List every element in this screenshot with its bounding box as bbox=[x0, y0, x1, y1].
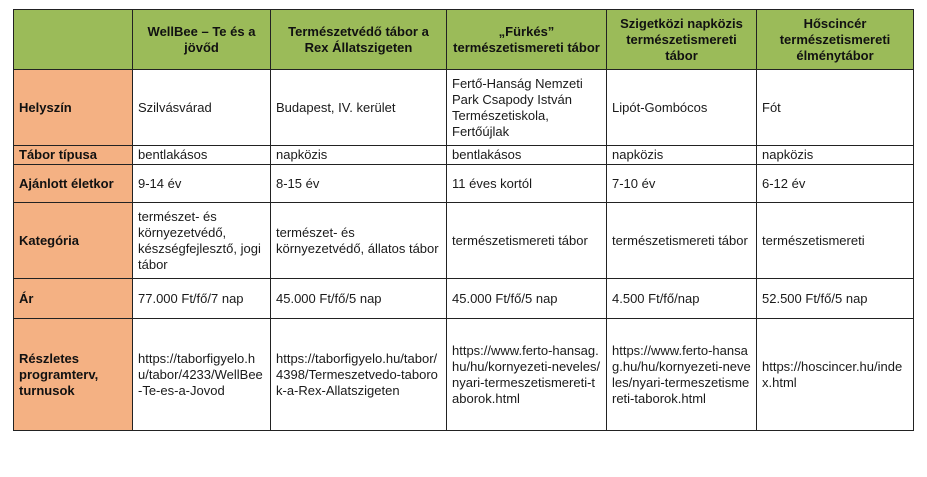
table-row bbox=[14, 70, 914, 146]
row-header: Helyszín bbox=[14, 70, 133, 146]
table-cell: Budapest, IV. kerület bbox=[271, 70, 447, 146]
table-cell: 52.500 Ft/fő/5 nap bbox=[757, 279, 914, 319]
url-cell: https://taborfigyelo.hu/tabor/4233/WellBee-Te-es-a-Jovod bbox=[133, 319, 271, 431]
table-cell: bentlakásos bbox=[133, 146, 271, 165]
column-header: WellBee – Te és a jövőd bbox=[133, 10, 271, 70]
column-header: Szigetközi napközis természetismereti tábor bbox=[607, 10, 757, 70]
row-header: Tábor típusa bbox=[14, 146, 133, 165]
table-cell: Fertő-Hanság Nemzeti Park Csapody István Természetiskola, Fertőújlak bbox=[447, 70, 607, 146]
table-row bbox=[14, 146, 914, 165]
url-cell: https://hoscincer.hu/index.html bbox=[757, 319, 914, 431]
table-row bbox=[14, 165, 914, 203]
table-cell: természetismereti tábor bbox=[447, 203, 607, 279]
header-corner-cell bbox=[14, 10, 133, 70]
table-cell: napközis bbox=[757, 146, 914, 165]
row-header: Ajánlott életkor bbox=[14, 165, 133, 203]
row-header: Ár bbox=[14, 279, 133, 319]
table-cell: 4.500 Ft/fő/nap bbox=[607, 279, 757, 319]
url-cell: https://www.ferto-hansag.hu/hu/kornyezeti-neveles/nyari-termeszetismereti-taborok.html bbox=[447, 319, 607, 431]
table-cell: bentlakásos bbox=[447, 146, 607, 165]
column-header: „Fürkés” természetismereti tábor bbox=[447, 10, 607, 70]
table-cell: Lipót-Gombócos bbox=[607, 70, 757, 146]
table-cell: napközis bbox=[607, 146, 757, 165]
url-cell: https://www.ferto-hansag.hu/hu/kornyezeti-neveles/nyari-termeszetismereti-taborok.html bbox=[607, 319, 757, 431]
column-header: Természetvédő tábor a Rex Állatszigeten bbox=[271, 10, 447, 70]
row-header: Részletes programterv, turnusok bbox=[14, 319, 133, 431]
table-cell: 45.000 Ft/fő/5 nap bbox=[447, 279, 607, 319]
table-cell: 9-14 év bbox=[133, 165, 271, 203]
table-cell: természet- és környezetvédő, állatos tábor bbox=[271, 203, 447, 279]
table-cell: 7-10 év bbox=[607, 165, 757, 203]
table-cell: Fót bbox=[757, 70, 914, 146]
column-header: Hőscincér természetismereti élménytábor bbox=[757, 10, 914, 70]
url-cell: https://taborfigyelo.hu/tabor/4398/Termeszetvedo-taborok-a-Rex-Allatszigeten bbox=[271, 319, 447, 431]
camp-comparison-table bbox=[13, 9, 914, 431]
table-cell: 45.000 Ft/fő/5 nap bbox=[271, 279, 447, 319]
table-cell: napközis bbox=[271, 146, 447, 165]
header-row bbox=[14, 10, 914, 70]
table-row bbox=[14, 279, 914, 319]
row-header: Kategória bbox=[14, 203, 133, 279]
table-cell: Szilvásvárad bbox=[133, 70, 271, 146]
table-cell: 77.000 Ft/fő/7 nap bbox=[133, 279, 271, 319]
table-cell: természetismereti bbox=[757, 203, 914, 279]
camp-comparison-table-wrapper bbox=[13, 9, 914, 431]
table-row bbox=[14, 319, 914, 431]
table-cell: természet- és környezetvédő, készségfejlesztő, jogi tábor bbox=[133, 203, 271, 279]
table-cell: 8-15 év bbox=[271, 165, 447, 203]
table-cell: 6-12 év bbox=[757, 165, 914, 203]
table-cell: 11 éves kortól bbox=[447, 165, 607, 203]
table-cell: természetismereti tábor bbox=[607, 203, 757, 279]
table-row bbox=[14, 203, 914, 279]
